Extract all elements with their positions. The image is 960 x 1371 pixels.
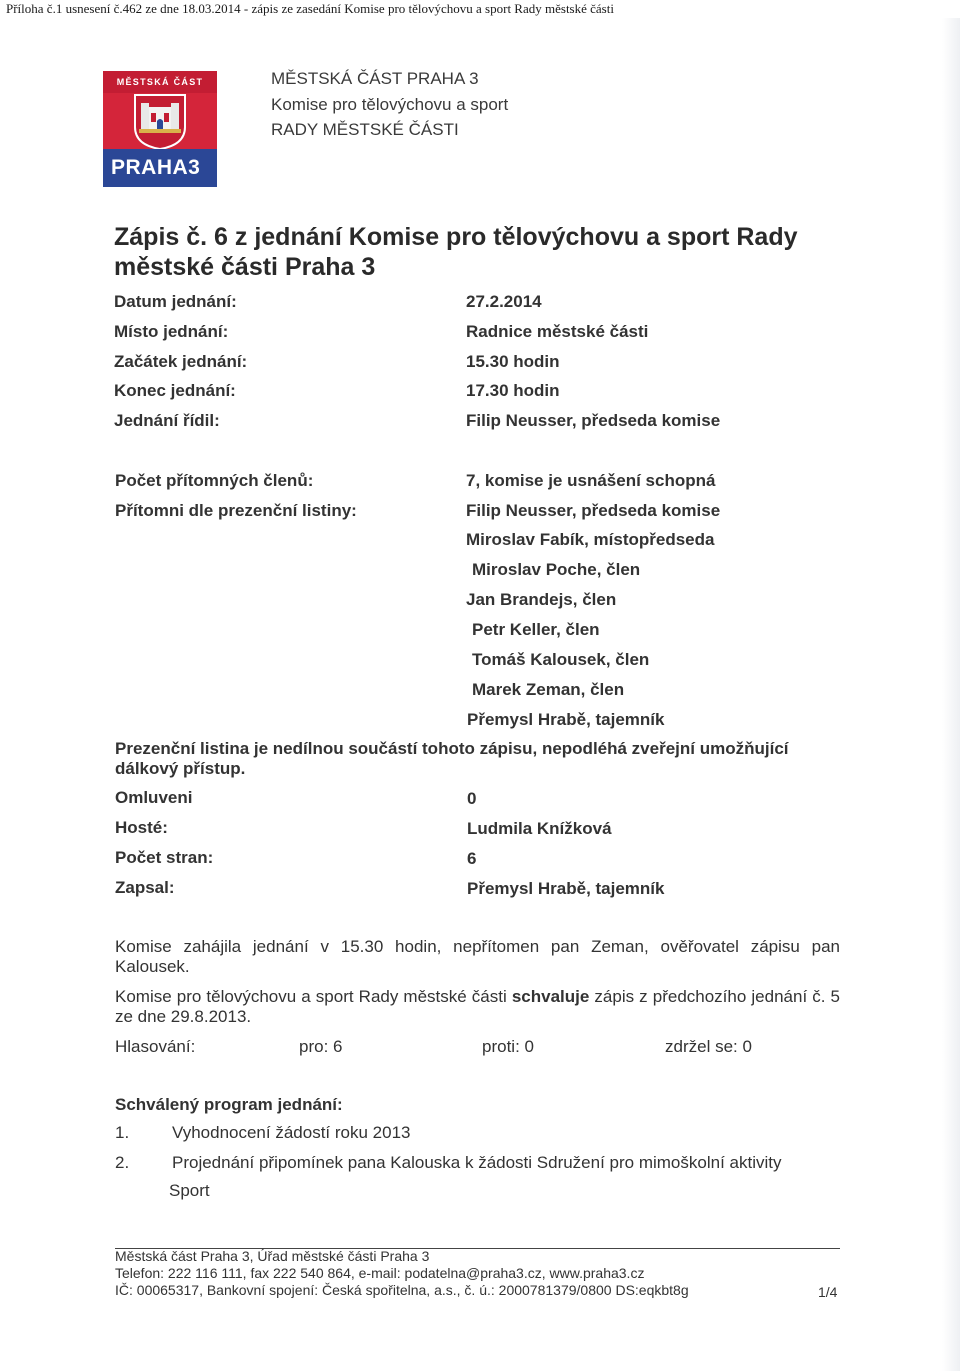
present-label: Přítomni dle prezenční listiny: [115, 501, 357, 520]
meeting-place-value: Radnice městské části [466, 322, 649, 341]
meeting-chair-value: Filip Neusser, předseda komise [466, 411, 721, 430]
program-item-number: 2. [115, 1153, 130, 1172]
approval-text-before: Komise pro tělovýchovu a sport Rady městské části [115, 987, 512, 1006]
page-count-label: Počet stran: [115, 848, 214, 867]
presence-list-note: Prezenční listina je nedílnou součástí tohoto zápisu, nepodléhá zveřejní umožňující dálkový přístup. [115, 739, 789, 778]
program-item-number: 1. [115, 1123, 130, 1142]
excused-value: 0 [467, 789, 477, 808]
meeting-date-label: Datum jednání: [114, 292, 237, 311]
present-member: Miroslav Fabík, místopředseda [466, 530, 715, 549]
present-member: Marek Zeman, člen [472, 680, 625, 699]
member-count-label: Počet přítomných členů: [115, 471, 314, 490]
page-edge-shadow [942, 18, 960, 1371]
present-member: Filip Neusser, předseda komise [466, 501, 721, 520]
program-item-text: Vyhodnocení žádostí roku 2013 [172, 1123, 411, 1142]
vote-pro: pro: 6 [299, 1037, 343, 1056]
member-count-value: 7, komise je usnášení schopná [466, 471, 716, 490]
meeting-chair-label: Jednání řídil: [114, 411, 220, 430]
present-member: Miroslav Poche, člen [472, 560, 641, 579]
coat-of-arms-icon [131, 91, 189, 151]
meeting-end-value: 17.30 hodin [466, 381, 560, 400]
org-line3: RADY MĚSTSKÉ ČÁSTI [271, 120, 459, 139]
meeting-end-label: Konec jednání: [114, 381, 236, 400]
vote-proti: proti: 0 [482, 1037, 534, 1056]
vote-label: Hlasování: [115, 1037, 196, 1056]
present-member: Petr Keller, člen [472, 620, 600, 639]
org-line1: MĚSTSKÁ ČÁST PRAHA 3 [271, 69, 479, 88]
approval-paragraph [115, 987, 840, 1027]
logo-bottom-text: PRAHA3 [103, 149, 217, 187]
logo-top-text: MĚSTSKÁ ČÁST [103, 71, 217, 93]
footer-line1: Městská část Praha 3, Úřad městské části Praha 3 [115, 1248, 430, 1264]
document-title: Zápis č. 6 z jednání Komise pro tělovýchovu a sport Rady městské části Praha 3 [114, 223, 798, 281]
praha3-logo [103, 71, 217, 187]
attachment-note: Příloha č.1 usnesení č.462 ze dne 18.03.2014 - zápis ze zasedání Komise pro tělovýchovu a sport Rady městské části [6, 1, 614, 16]
meeting-place-label: Místo jednání: [114, 322, 229, 341]
approval-keyword: schvaluje [511, 987, 590, 1006]
org-line2: Komise pro tělovýchovu a sport [271, 95, 509, 114]
program-item-text: Projednání připomínek pana Kalouska k žádosti Sdružení pro mimoškolní aktivity [172, 1153, 782, 1172]
present-member: Přemysl Hrabě, tajemník [467, 710, 665, 729]
approval-text-after: zápis z předchozího jednání č. 5 ze dne 29.8.2013. [115, 987, 840, 1026]
footer-line3: IČ: 00065317, Bankovní spojení: Česká spořitelna, a.s., č. ú.: 2000781379/0800 DS:eqkbt8g [115, 1282, 689, 1298]
opening-paragraph: Komise zahájila jednání v 15.30 hodin, nepřítomen pan Zeman, ověřovatel zápisu pan Kalousek. [115, 937, 840, 976]
program-heading: Schválený program jednání: [115, 1095, 343, 1114]
guests-value: Ludmila Knížková [467, 819, 612, 838]
footer-line2: Telefon: 222 116 111, fax 222 540 864, e-mail: podatelna@praha3.cz, www.praha3.cz [115, 1265, 645, 1281]
recorder-label: Zapsal: [115, 878, 175, 897]
page-count-value: 6 [467, 849, 477, 868]
excused-label: Omluveni [115, 788, 193, 807]
recorder-value: Přemysl Hrabě, tajemník [467, 879, 665, 898]
present-member: Tomáš Kalousek, člen [472, 650, 650, 669]
present-member: Jan Brandejs, člen [466, 590, 617, 609]
meeting-start-label: Začátek jednání: [114, 352, 248, 371]
guests-label: Hosté: [115, 818, 168, 837]
meeting-start-value: 15.30 hodin [466, 352, 560, 371]
program-item-continuation: Sport [169, 1181, 210, 1200]
meeting-date-value: 27.2.2014 [466, 292, 542, 311]
page-number: 1/4 [818, 1284, 838, 1300]
vote-abstain: zdržel se: 0 [665, 1037, 752, 1056]
